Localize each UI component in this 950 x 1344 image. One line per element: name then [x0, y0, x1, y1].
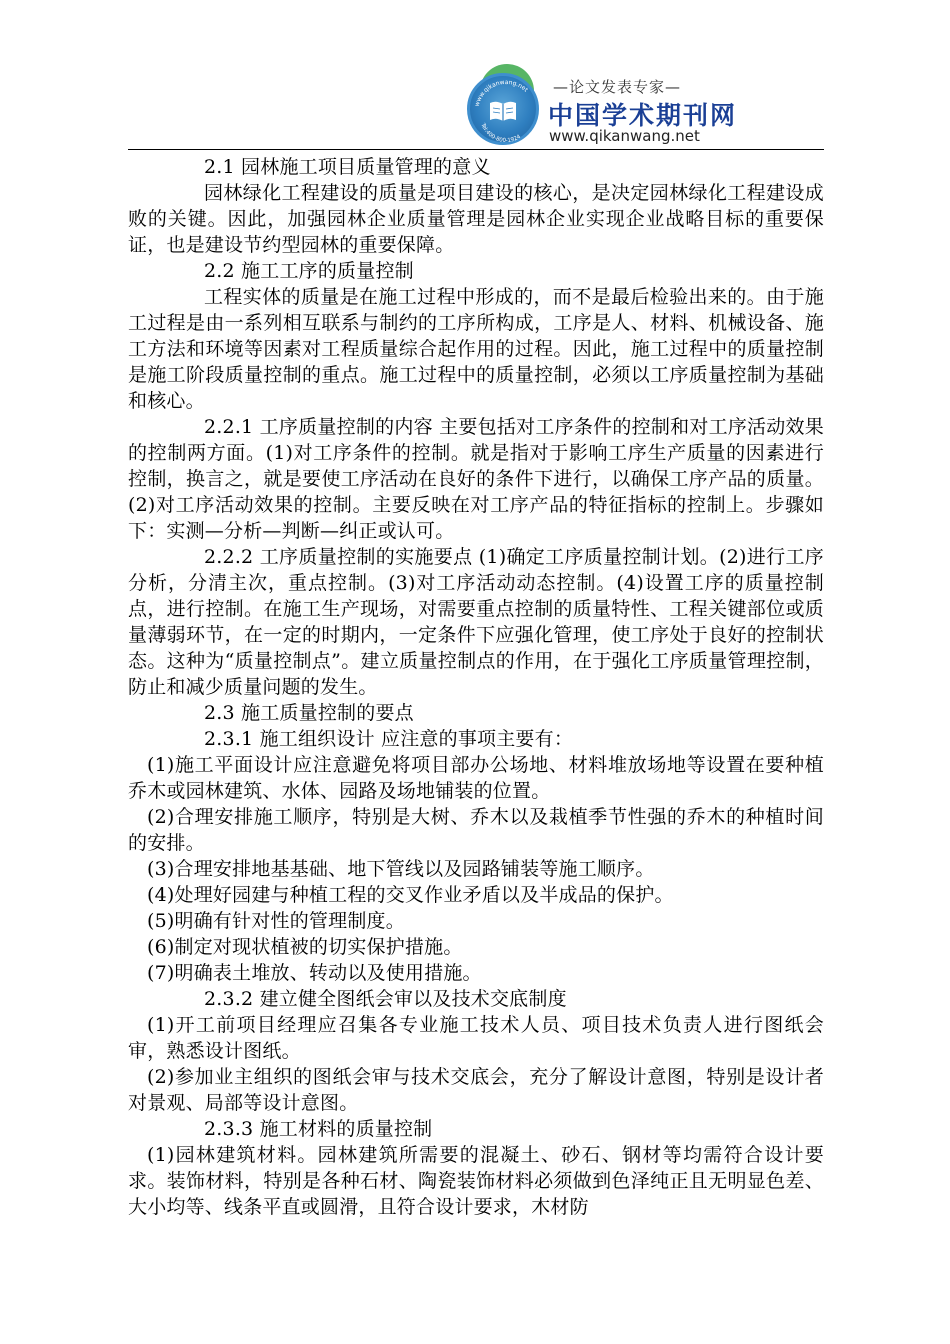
logo-ring-top-text: www.qikanwang.net [473, 78, 530, 108]
subsection-heading-2-3-3: 2.3.3 施工材料的质量控制 [204, 1118, 433, 1140]
paragraph-2-2-2: 2.2.2 工序质量控制的实施要点 (1)确定工序质量控制计划。(2)进行工序分析，分清主次，重点控制。(3)对工序活动动态控制。(4)设置工序的质量控制点，进行控制。在施工生产现场，对需要重点控制的质量特性、工程关键部位或质量薄弱环节，在一定的时期内，一定条件下应强化管理，使工序处于良好的控制状态。这种为“质量控制点”。建立质量控制点的作用，在于强化工序质量管理控制，防止和减少质量问题的发生。 [128, 546, 824, 698]
svg-text:Tel:400-800-1924 [479, 122, 522, 144]
header-divider [128, 149, 824, 150]
list-item: (1)开工前项目经理应召集各专业施工技术人员、项目技术负责人进行图纸会审，熟悉设计图纸。 [128, 1014, 824, 1062]
list-item: (3)合理安排地基基础、地下管线以及园路铺装等施工顺序。 [147, 858, 655, 880]
section-heading-2-1: 2.1 园林施工项目质量管理的意义 [204, 156, 491, 178]
paragraph: 工程实体的质量是在施工过程中形成的，而不是最后检验出来的。由于施工过程是由一系列相互联系与制约的工序所构成，工序是人、材料、机械设备、施工方法和环境等因素对工程质量综合起作用的过程。因此，施工过程中的质量控制是施工阶段质量控制的重点。施工过程中的质量控制，必须以工序质量控制为基础和核心。 [128, 286, 824, 412]
paragraph-2-2-1: 2.2.1 工序质量控制的内容 主要包括对工序条件的控制和对工序活动效果的控制两方面。(1)对工序条件的控制。就是指对于影响工序生产质量的因素进行控制，换言之，就是要使工序活动在良好的条件下进行，以确保工序产品的质量。(2)对工序活动效果的控制。主要反映在对工序产品的特征指标的控制上。步骤如下：实测—分析—判断—纠正或认可。 [128, 416, 824, 542]
logo-ring-bottom-text: Tel:400-800-1924 [479, 122, 522, 145]
page-header [0, 0, 950, 155]
list-item: (1)园林建筑材料。园林建筑所需要的混凝土、砂石、钢材等均需符合设计要求。装饰材料，特别是各种石材、陶瓷装饰材料必须做到色泽纯正且无明显色差、大小均等、线条平直或圆滑，且符合设计要求，木材防 [128, 1144, 824, 1218]
list-item: (7)明确表土堆放、转动以及使用措施。 [147, 962, 482, 984]
list-item: (2)参加业主组织的图纸会审与技术交底会，充分了解设计意图，特别是设计者对景观、局部等设计意图。 [128, 1066, 824, 1114]
header-slogan: —论文发表专家— [553, 78, 682, 96]
document-body [128, 154, 824, 1220]
site-logo-icon [467, 73, 539, 145]
list-item: (4)处理好园建与种植工程的交叉作业矛盾以及半成品的保护。 [147, 884, 674, 906]
section-heading-2-2: 2.2 施工工序的质量控制 [204, 260, 414, 282]
subsection-heading-2-3-1: 2.3.1 施工组织设计 应注意的事项主要有： [204, 728, 574, 750]
header-brand-name: 中国学术期刊网 [548, 101, 738, 130]
list-item: (2)合理安排施工顺序，特别是大树、乔木以及栽植季节性强的乔木的种植时间的安排。 [128, 806, 824, 854]
section-heading-2-3: 2.3 施工质量控制的要点 [204, 702, 414, 724]
subsection-heading-2-3-2: 2.3.2 建立健全图纸会审以及技术交底制度 [204, 988, 567, 1010]
list-item: (1)施工平面设计应注意避免将项目部办公场地、材料堆放场地等设置在要种植乔木或园林建筑、水体、园路及场地铺装的位置。 [128, 754, 824, 802]
list-item: (5)明确有针对性的管理制度。 [147, 910, 405, 932]
open-book-icon [488, 100, 518, 122]
header-site-url[interactable]: www.qikanwang.net [549, 127, 700, 145]
list-item: (6)制定对现状植被的切实保护措施。 [147, 936, 463, 958]
paragraph: 园林绿化工程建设的质量是项目建设的核心，是决定园林绿化工程建设成败的关键。因此，加强园林企业质量管理是园林企业实现企业战略目标的重要保证，也是建设节约型园林的重要保障。 [128, 182, 824, 256]
